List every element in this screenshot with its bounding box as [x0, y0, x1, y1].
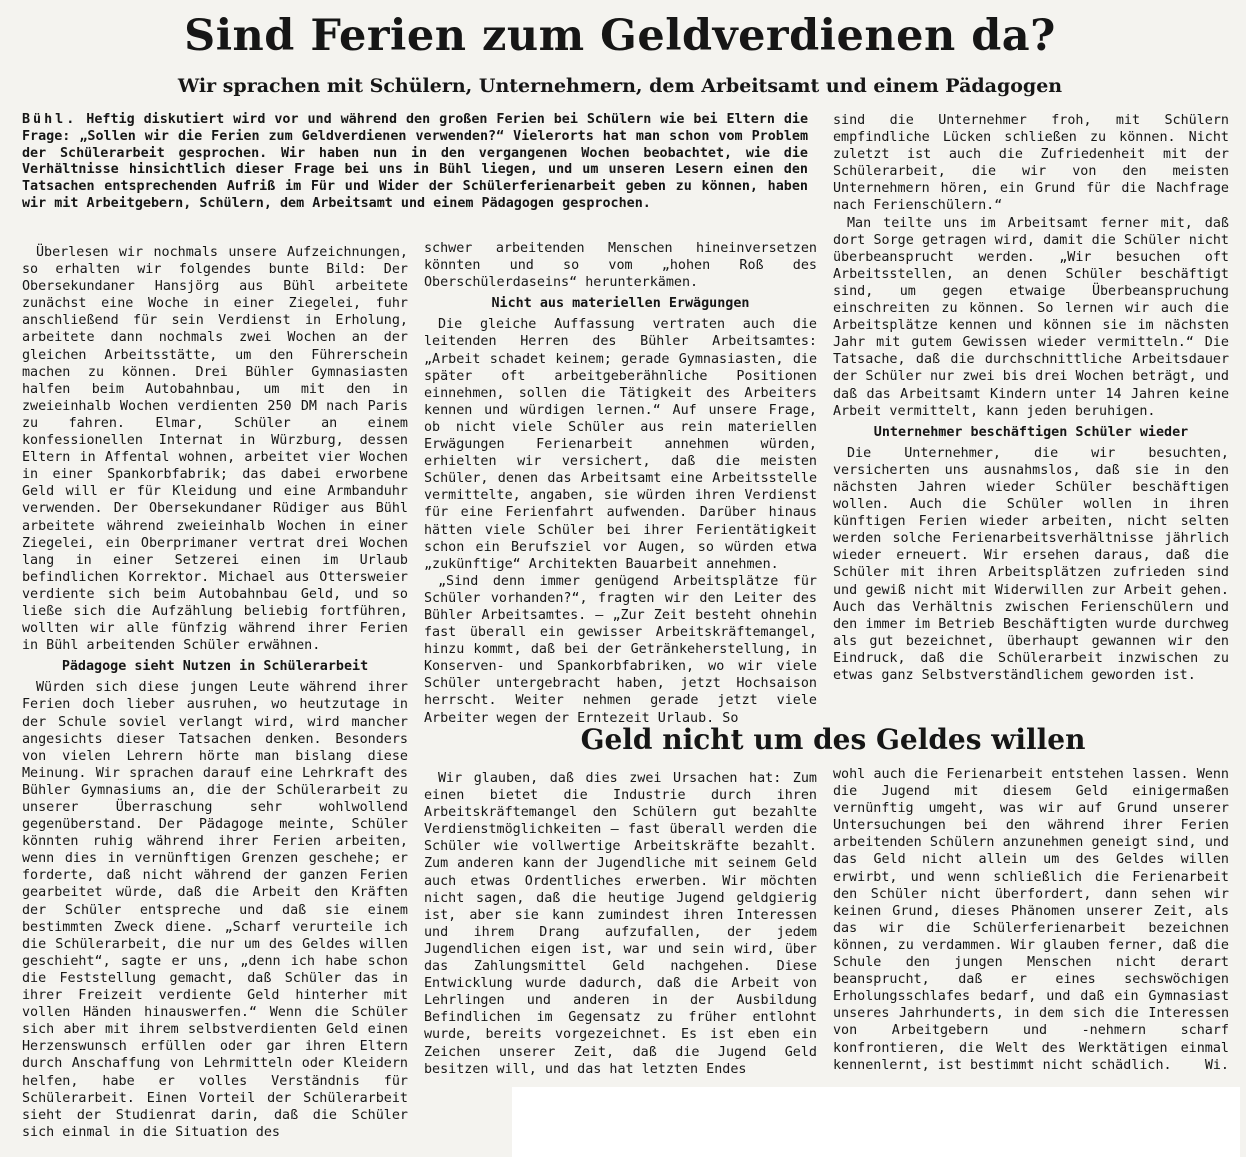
intro-paragraph	[22, 112, 808, 213]
intro-text: Heftig diskutiert wird vor und während den großen Ferien bei Schülern wie bei Eltern die Frage: „Sollen wir die Ferien zum Geldverdienen verwenden?“ Vielerorts hat man schon vom Problem der Schülerarbeit gesprochen. Wir haben nun in den vergangenen Wochen beobachtet, wie die Verhältnisse hinsichtlich dieser Frage bei uns in Bühl liegen, und um unseren Lesern einen den Tatsachen entsprechenden Aufriß im Für und Wider der Schülerferienarbeit geben zu können, haben wir mit Arbeitgebern, Schülern, dem Arbeitsamt und einem Pädagogen gesprochen.	[22, 112, 809, 211]
paragraph: schwer arbeitenden Menschen hineinversetzen könnten und so vom „hohen Roß des Oberschülerdaseins“ herunterkämen.	[424, 241, 817, 291]
section-heading: Pädagoge sieht Nutzen in Schülerarbeit	[61, 659, 369, 675]
author-signature: Wi.	[1204, 1057, 1229, 1073]
section-heading: Nicht aus materiellen Erwägungen	[491, 296, 750, 312]
paragraph: Die Unternehmer, die wir besuchten, versicherten uns ausnahmslos, daß sie in den nächsten Jahren wieder Schüler beschäftigen wollen. Auch die Schüler wollen in ihren künftigen Ferien wieder arbeiten, nicht selten werden solche Ferienarbeitsverhältnisse jährlich wieder erneuert. Wir ersehen daraus, daß die Schüler mit ihren Arbeitsplätzen zufrieden sind und gewiß nicht mit Widerwillen zur Arbeit gehen. Auch das Verhältnis zwischen Ferienschülern und den immer im Betrieb Beschäftigten wurde durchweg als gut bezeichnet, überhaupt gewannen wir den Eindruck, daß die Schülerarbeit inzwischen zu etwas ganz Selbstverständlichem geworden ist.	[833, 445, 1229, 683]
paragraph-text: wohl auch die Ferienarbeit entstehen lassen. Wenn die Jugend mit diesem Geld einigermaßen vernünftig umgeht, was wir auf Grund unserer Untersuchungen bei den während ihrer Ferien arbeitenden Schülern anzunehmen geneigt sind, und das Geld nicht allein um des Geldes willen erwirbt, und wenn schließlich die Ferienarbeit den Schüler nicht überfordert, dann sehen wir keinen Grund, dieses Phänomen unserer Zeit, als das wir die Schülerferienarbeit bezeichnen können, zu verdammen. Wir glauben ferner, daß die Schule den jungen Menschen nicht derart beansprucht, daß er eines sechswöchigen Erholungsschlafes bedarf, und daß ein Gymnasiast unseres Jahrhunderts, in dem sich die Interessen von Arbeitgebern und -nehmern scharf konfrontieren, die Welt des Werktätigen einmal kennenlernt, ist bestimmt nicht schädlich.	[833, 767, 1229, 1073]
column-5	[833, 766, 1229, 1082]
secondary-headline: Geld nicht um des Geldes willen	[580, 723, 1086, 756]
headline: Sind Ferien zum Geldverdienen da?	[184, 11, 1056, 61]
paragraph: Man teilte uns im Arbeitsamt ferner mit, daß dort Sorge getragen wird, damit die Schüler nicht überbeansprucht werden. „Wir besuchen oft Arbeitsstellen, an denen Schüler beschäftigt sind, um gegen etwaige Überbeanspruchung einschreiten zu können. So lernen wir auch die Arbeitsplätze kennen und können sie im nächsten Jahr mit gutem Gewissen wieder vermitteln.“ Die Tatsache, daß die durchschnittliche Arbeitsdauer der Schüler nur zwei bis drei Wochen beträgt, und daß das Arbeitsamt Kindern unter 14 Jahren keine Arbeit vermittelt, kann jeden beruhigen.	[833, 215, 1229, 419]
paragraph: Würden sich diese jungen Leute während ihrer Ferien doch lieber ausruhen, wo heutzutage in der Schule soviel verlangt wird, wird mancher angesichts dieser Tatsachen denken. Besonders von vielen Lehrern hörte man bislang diese Meinung. Wir sprachen darauf eine Lehrkraft des Bühler Gymnasiums an, die der Schülerarbeit zu unserer Überraschung sehr wohlwollend gegenüberstand. Der Pädagoge meinte, Schüler könnten ruhig während ihrer Ferien arbeiten, wenn dies in vernünftigen Grenzen geschehe; er forderte, daß nicht während der ganzen Ferien gearbeitet würde, daß die Arbeit den Kräften der Schüler entspreche und daß sie einem bestimmten Zweck diene. „Scharf verurteile ich die Schülerarbeit, die nur um des Geldes willen geschieht“, sagte er uns, „denn ich habe schon die Feststellung gemacht, daß Schüler das in ihrer Freizeit verdiente Geld hinterher mit vollen Händen hinauswerfen.“ Wenn die Schüler sich aber mit ihrem selbstverdienten Geld einen Herzenswunsch erfüllen oder gar ihren Eltern durch Anschaffung von Lehrmitteln oder Kleidern helfen, habe er volles Verständnis für Schülerarbeit. Einen Vorteil der Schülerarbeit sieht der Studienrat darin, daß die Schüler sich einmal in die Situation des	[22, 680, 408, 1140]
section-heading: Unternehmer beschäftigen Schüler wieder	[873, 424, 1189, 440]
paragraph: Die gleiche Auffassung vertraten auch die leitenden Herren des Bühler Arbeitsamtes: „Arbeit schadet keinem; gerade Gymnasiasten, die später oft arbeitgeberähnliche Positionen einnehmen, sollen die Tätigkeit des Arbeiters kennen und würdigen lernen.“ Auf unsere Frage, ob nicht viele Schüler aus rein materiellen Erwägungen Ferienarbeit annehmen würden, erhielten wir versichert, daß die meisten Schüler, denen das Arbeitsamt eine Arbeitsstelle vermittelte, angaben, sie würden ihren Verdienst für eine Ferienfahrt aufwenden. Darüber hinaus hätten viele Schüler bei ihrer Ferientätigkeit schon ein Berufsziel vor Augen, so würden etwa „zukünftige“ Architekten Bauarbeit annehmen.	[424, 317, 817, 572]
subheadline: Wir sprachen mit Schülern, Unternehmern, dem Arbeitsamt und einem Pädagogen	[177, 75, 1063, 97]
paragraph: Überlesen wir nochmals unsere Aufzeichnungen, so erhalten wir folgendes bunte Bild: Der Obersekundaner Hansjörg aus Bühl arbeitete zunächst eine Woche in einer Ziegelei, fuhr anschließend für sein Verdienst in Erholung, arbeitete dann nochmals zwei Wochen an der gleichen Arbeitsstätte, um den Führerschein machen zu können. Drei Bühler Gymnasiasten halfen beim Autobahnbau, um mit den in zweieinhalb Wochen verdienten 250 DM nach Paris zu fahren. Elmar, Schüler an einem konfessionellen Internat in Würzburg, dessen Eltern in Affental wohnen, arbeitet vier Wochen in einer Spankorbfabrik; das dabei erworbene Geld will er für Kleidung und eine Armbanduhr verwenden. Der Obersekundaner Rüdiger aus Bühl arbeitete während zweieinhalb Wochen in einer Ziegelei, ein Oberprimaner vertrat drei Wochen lang in einer Setzerei einen im Urlaub befindlichen Korrektor. Michael aus Ottersweier verdiente sich beim Autobahnbau Geld, und so ließe sich die Aufzählung beliebig fortführen, wollten wir alle fünfzig während ihrer Ferien in Bühl arbeitenden Schüler erwähnen.	[22, 245, 408, 654]
column-4	[424, 770, 817, 1082]
column-2	[424, 240, 817, 726]
dateline: Bühl.	[22, 112, 78, 127]
column-1	[22, 244, 408, 1139]
column-3	[833, 112, 1229, 716]
paragraph	[833, 766, 1229, 1074]
paragraph: „Sind denn immer genügend Arbeitsplätze für Schüler vorhanden?“, fragten wir den Leiter des Bühler Arbeitsamtes. — „Zur Zeit besteht ohnehin fast überall ein gewisser Arbeitskräftemangel, hinzu kommt, daß bei der Getränkeherstellung, in Konserven- und Spankorbfabriken, wo wir viele Schüler untergebracht haben, jetzt Hochsaison herrscht. Weiter nehmen gerade jetzt viele Arbeiter wegen der Erntezeit Urlaub. So	[424, 573, 817, 726]
paragraph: sind die Unternehmer froh, mit Schülern empfindliche Lücken schließen zu können. Nicht zuletzt ist auch die Zufriedenheit mit der Schülerarbeit, die wir von den meisten Unternehmern hören, ein Grund für die Nachfrage nach Ferienschülern.“	[833, 113, 1229, 214]
paragraph: Wir glauben, daß dies zwei Ursachen hat: Zum einen bietet die Industrie durch ihren Arbeitskräftemangel den Schülern gut bezahlte Verdienstmöglichkeiten — fast überall werden die Schüler wie vollwertige Arbeitskräfte bezahlt. Zum anderen kann der Jugendliche mit seinem Geld auch etwas Ordentliches erwerben. Wir möchten nicht sagen, daß die heutige Jugend geldgierig ist, aber sie kann zumindest ihren Interessen und ihrem Drang aufzufallen, der jedem Jugendlichen eigen ist, war und sein wird, über das Zahlungsmittel Geld nachgehen. Diese Entwicklung wurde dadurch, daß die Arbeit von Lehrlingen und anderen in der Ausbildung Befindlichen im Gegensatz zu früher entlohnt wurde, bereits vorgezeichnet. Es ist eben ein Zeichen unserer Zeit, daß die Jugend Geld besitzen will, und das hat letzten Endes	[424, 771, 817, 1077]
blank-area	[512, 1087, 1240, 1157]
